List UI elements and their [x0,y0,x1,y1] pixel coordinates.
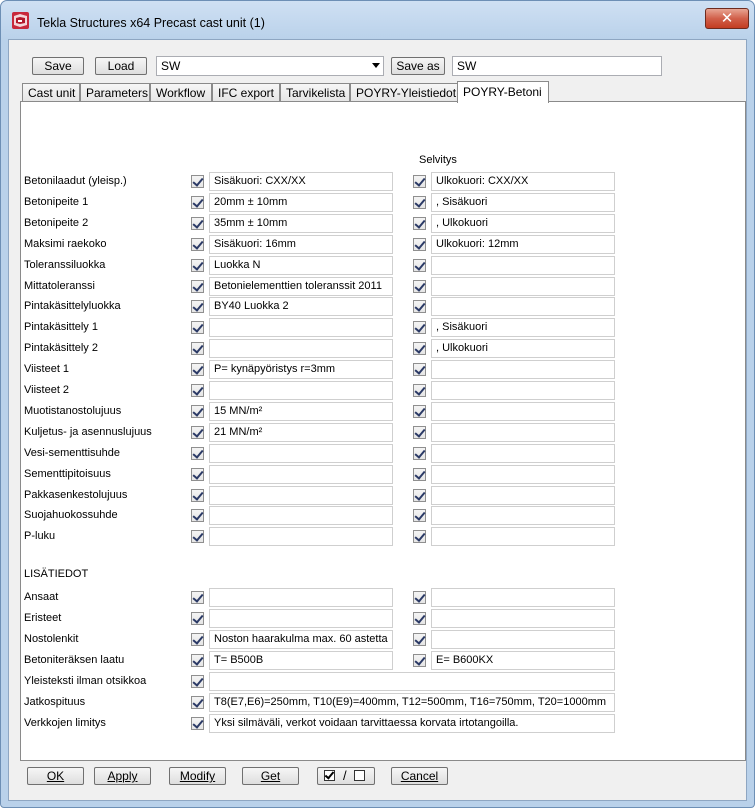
extra-row-label: Nostolenkit [24,633,79,645]
row-checkbox-1[interactable] [191,489,204,502]
extra-row-value-field-1[interactable] [209,609,393,628]
row-checkbox-2[interactable] [413,447,426,460]
preset-select-value: SW [161,59,181,73]
row-label: Suojahuokossuhde [24,509,118,521]
row-label: Pintakäsittely 2 [24,342,98,354]
preset-select[interactable] [156,56,384,76]
row-checkbox-1[interactable] [191,175,204,188]
save-button[interactable]: Save [32,57,84,75]
row-checkbox-2[interactable] [413,489,426,502]
tab-ifc-export[interactable]: IFC export [212,83,280,103]
extra-row-checkbox-2[interactable] [413,633,426,646]
row-checkbox-2[interactable] [413,363,426,376]
row-label: Sementtipitoisuus [24,468,111,480]
selvitys-column-header: Selvitys [419,154,457,166]
row-checkbox-2[interactable] [413,196,426,209]
row-label: Pintakäsittelyluokka [24,300,121,312]
row-checkbox-1[interactable] [191,530,204,543]
row-checkbox-1[interactable] [191,300,204,313]
extra-row-value-field-2[interactable] [431,630,615,649]
row-checkbox-1[interactable] [191,363,204,376]
row-label: Maksimi raekoko [24,238,107,250]
row-value-field-2[interactable]: , Ulkokuori [431,214,615,233]
row-value-field-2[interactable] [431,444,615,463]
row-value-field-1[interactable]: Sisäkuori: 16mm [209,235,393,254]
row-value-field-1[interactable] [209,486,393,505]
row-value-field-2[interactable]: , Sisäkuori [431,318,615,337]
row-checkbox-1[interactable] [191,217,204,230]
row-checkbox-1[interactable] [191,342,204,355]
row-value-field-2[interactable] [431,360,615,379]
row-checkbox-1[interactable] [191,321,204,334]
row-value-field-2[interactable]: , Ulkokuori [431,339,615,358]
row-value-field-1[interactable] [209,444,393,463]
row-value-field-2[interactable] [431,277,615,296]
row-value-field-2[interactable] [431,465,615,484]
row-checkbox-1[interactable] [191,259,204,272]
row-checkbox-1[interactable] [191,196,204,209]
wide-row-checkbox[interactable] [191,675,204,688]
wide-row-value-field[interactable]: T8(E7,E6)=250mm, T10(E9)=400mm, T12=500mm, T16=750mm, T20=1000mm [209,693,615,712]
ok-button-label: OK [46,769,65,783]
extra-row-value-field-1[interactable]: T= B500B [209,651,393,670]
row-value-field-2[interactable]: Ulkokuori: 12mm [431,235,615,254]
checked-box-icon [324,770,335,781]
extra-row-checkbox-2[interactable] [413,612,426,625]
toggle-all-checkboxes-button[interactable] [317,767,375,785]
load-button[interactable]: Load [95,57,147,75]
row-label: Betonipeite 2 [24,217,89,229]
row-value-field-2[interactable]: Ulkokuori: CXX/XX [431,172,615,191]
extra-row-checkbox-1[interactable] [191,654,204,667]
save-as-input[interactable]: SW [452,56,662,76]
wide-row-label: Jatkospituus [24,696,86,708]
row-value-field-2[interactable] [431,527,615,546]
row-label: Kuljetus- ja asennuslujuus [24,426,152,438]
row-value-field-2[interactable] [431,402,615,421]
wide-row-label: Verkkojen limitys [24,717,106,729]
close-button[interactable] [705,8,749,29]
extra-row-checkbox-2[interactable] [413,591,426,604]
row-label: Pintakäsittely 1 [24,321,98,333]
tekla-app-icon [12,12,29,29]
row-checkbox-2[interactable] [413,300,426,313]
row-value-field-2[interactable] [431,256,615,275]
extra-row-value-field-1[interactable] [209,588,393,607]
row-checkbox-2[interactable] [413,405,426,418]
row-label: Pakkasenkestolujuus [24,489,128,501]
row-value-field-1[interactable] [209,381,393,400]
apply-button[interactable] [94,767,151,785]
tab-parameters[interactable]: Parameters [80,83,150,103]
row-checkbox-2[interactable] [413,321,426,334]
extra-row-value-field-2[interactable] [431,609,615,628]
row-checkbox-2[interactable] [413,238,426,251]
toggle-slash: / [343,768,347,783]
row-label: Vesi-sementtisuhde [24,447,120,459]
row-checkbox-2[interactable] [413,468,426,481]
row-value-field-1[interactable] [209,527,393,546]
row-value-field-2[interactable]: , Sisäkuori [431,193,615,212]
tab-poyry-yleistiedot[interactable]: POYRY-Yleistiedot [350,83,458,103]
window-title: Tekla Structures x64 Precast cast unit (1) [37,16,265,30]
row-checkbox-1[interactable] [191,384,204,397]
unchecked-box-icon [354,770,365,781]
row-checkbox-2[interactable] [413,342,426,355]
row-value-field-1[interactable] [209,318,393,337]
row-value-field-2[interactable] [431,423,615,442]
title-bar [1,1,754,35]
extra-row-label: Ansaat [24,591,59,603]
tab-tarvikelista[interactable]: Tarvikelista [280,83,350,103]
modify-button[interactable] [169,767,226,785]
wide-row-checkbox[interactable] [191,717,204,730]
wide-row-checkbox[interactable] [191,696,204,709]
row-checkbox-2[interactable] [413,509,426,522]
row-checkbox-1[interactable] [191,238,204,251]
row-value-field-1[interactable]: Luokka N [209,256,393,275]
row-checkbox-2[interactable] [413,426,426,439]
close-icon: ✕ [720,10,734,27]
wide-row-value-field[interactable] [209,672,615,691]
row-checkbox-2[interactable] [413,384,426,397]
tab-poyry-betoni[interactable]: POYRY-Betoni [457,81,549,103]
tab-workflow[interactable]: Workflow [150,83,212,103]
row-label: Mittatoleranssi [24,280,95,292]
row-checkbox-2[interactable] [413,530,426,543]
row-value-field-1[interactable]: Sisäkuori: CXX/XX [209,172,393,191]
extra-row-checkbox-1[interactable] [191,633,204,646]
row-value-field-1[interactable]: 21 MN/m² [209,423,393,442]
row-value-field-1[interactable]: 20mm ± 10mm [209,193,393,212]
row-value-field-2[interactable] [431,297,615,316]
row-label: Viisteet 1 [24,363,70,375]
poyry-betoni-panel [20,101,746,761]
extra-row-value-field-2[interactable] [431,588,615,607]
extra-row-checkbox-2[interactable] [413,654,426,667]
extra-row-value-field-1[interactable]: Noston haarakulma max. 60 astetta [209,630,393,649]
row-value-field-1[interactable]: BY40 Luokka 2 [209,297,393,316]
row-value-field-2[interactable] [431,381,615,400]
row-checkbox-1[interactable] [191,405,204,418]
tab-cast-unit[interactable]: Cast unit [22,83,80,103]
get-button-label: Get [260,769,281,783]
row-value-field-1[interactable]: 15 MN/m² [209,402,393,421]
row-checkbox-1[interactable] [191,280,204,293]
modify-button-label: Modify [179,769,216,783]
wide-row-value-field[interactable]: Yksi silmäväli, verkot voidaan tarvittaessa korvata irtotangoilla. [209,714,615,733]
extra-row-label: Betoniteräksen laatu [24,654,125,666]
extra-row-label: Eristeet [24,612,62,624]
row-checkbox-2[interactable] [413,217,426,230]
row-value-field-1[interactable]: 35mm ± 10mm [209,214,393,233]
apply-button-label: Apply [107,769,138,783]
ok-button[interactable] [27,767,84,785]
row-checkbox-1[interactable] [191,468,204,481]
row-value-field-2[interactable] [431,506,615,525]
row-value-field-2[interactable] [431,486,615,505]
row-label: Betonipeite 1 [24,196,89,208]
row-checkbox-2[interactable] [413,280,426,293]
extra-row-checkbox-1[interactable] [191,612,204,625]
wide-row-label: Yleisteksti ilman otsikkoa [24,675,147,687]
row-checkbox-2[interactable] [413,175,426,188]
row-checkbox-1[interactable] [191,447,204,460]
extra-row-value-field-2[interactable]: E= B600KX [431,651,615,670]
row-checkbox-1[interactable] [191,426,204,439]
cancel-button[interactable] [391,767,448,785]
row-label: Muotistanostolujuus [24,405,122,417]
row-value-field-1[interactable]: P= kynäpyöristys r=3mm [209,360,393,379]
row-label: Toleranssiluokka [24,259,106,271]
lisatiedot-section-title: LISÄTIEDOT [24,568,89,580]
chevron-down-icon[interactable] [372,63,380,68]
dialog-client-area [8,39,747,801]
row-value-field-1[interactable] [209,465,393,484]
get-button[interactable] [242,767,299,785]
row-value-field-1[interactable] [209,506,393,525]
row-label: Viisteet 2 [24,384,70,396]
extra-row-checkbox-1[interactable] [191,591,204,604]
row-checkbox-2[interactable] [413,259,426,272]
row-label: P-luku [24,530,56,542]
cancel-button-label: Cancel [400,769,439,783]
row-value-field-1[interactable]: Betonielementtien toleranssit 2011 [209,277,393,296]
row-value-field-1[interactable] [209,339,393,358]
save-as-button[interactable]: Save as [391,57,445,75]
row-checkbox-1[interactable] [191,509,204,522]
row-label: Betonilaadut (yleisp.) [24,175,127,187]
